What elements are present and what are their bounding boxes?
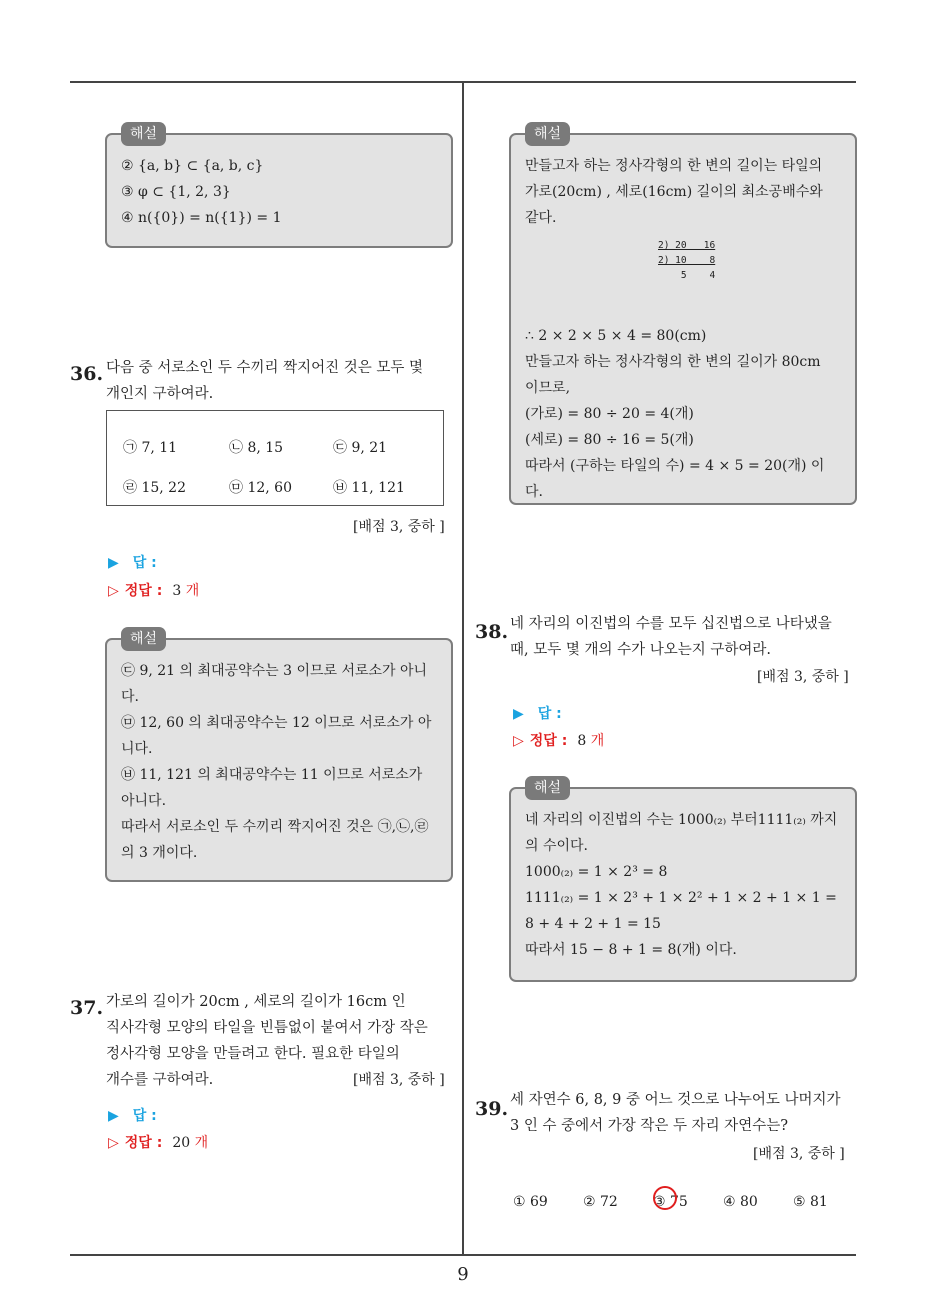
explanation-line: ② {a, b} ⊂ {a, b, c} [121, 158, 264, 174]
explanation-line: 가로(20cm) , 세로(16cm) 길이의 최소공배수와 [525, 184, 823, 200]
answer-row-37 [108, 1105, 157, 1125]
page-number: 9 [457, 1264, 469, 1285]
explanation-line: 의 수이다. [525, 838, 588, 854]
question-text-36 [106, 355, 451, 407]
explanation-box-38 [509, 780, 857, 982]
question-text-39 [510, 1087, 860, 1139]
correct-label: 정답 : [124, 1135, 163, 1151]
question-line: 네 자리의 이진법의 수를 모두 십진법으로 나타냈을 [510, 616, 832, 632]
play-icon: ▶ [108, 1108, 119, 1124]
ladder-row: 5 4 [658, 270, 716, 281]
division-ladder [658, 238, 715, 283]
choice-item: ㉠ 7, 11 [123, 440, 178, 456]
explanation-line: 다. [525, 484, 543, 500]
answer-unit: 개 [185, 583, 200, 599]
choice-box-36 [106, 410, 444, 506]
explanation-line: 1111₍₂₎ = 1 × 2³ + 1 × 2² + 1 × 2 + 1 × 1 = [525, 890, 837, 906]
bottom-rule [70, 1254, 856, 1256]
answer-row-38 [513, 703, 562, 723]
question-line: 때, 모두 몇 개의 수가 나오는지 구하여라. [510, 642, 771, 658]
ladder-row: 2) 20 16 [658, 240, 716, 251]
explanation-line: 따라서 15 − 8 + 1 = 8(개) 이다. [525, 942, 737, 958]
question-line: 개인지 구하여라. [106, 386, 214, 402]
play-icon: ▶ [108, 555, 119, 571]
explanation-label: 해설 [525, 122, 570, 146]
answer-value: 20 [172, 1135, 191, 1151]
explanation-label: 해설 [121, 627, 166, 651]
explanation-label: 해설 [525, 776, 570, 800]
explanation-line: ∴ 2 × 2 × 5 × 4 = 80(cm) [525, 328, 707, 344]
option-item[interactable]: ④ 80 [723, 1194, 758, 1210]
explanation-line: 이므로, [525, 380, 571, 396]
question-line: 세 자연수 6, 8, 9 중 어느 것으로 나누어도 나머지가 [510, 1092, 841, 1108]
option-item[interactable]: ⑤ 81 [793, 1194, 828, 1210]
correct-row-36 [108, 580, 199, 600]
correct-label: 정답 : [529, 733, 568, 749]
answer-label: 답 : [132, 1108, 157, 1124]
explanation-line: ㉢ 9, 21 의 최대공약수는 3 이므로 서로소가 아니 [121, 663, 428, 679]
explanation-line: ㉤ 12, 60 의 최대공약수는 12 이므로 서로소가 아 [121, 715, 432, 731]
explanation-line: 니다. [121, 741, 153, 757]
question-line: 직사각형 모양의 타일을 빈틈없이 붙여서 가장 작은 [106, 1020, 428, 1036]
explanation-line: (가로) = 80 ÷ 20 = 4(개) [525, 406, 694, 422]
ladder-row: 2) 10 8 [658, 255, 716, 266]
option-item[interactable]: ③ 75 [653, 1194, 688, 1210]
explanation-line: 다. [121, 689, 139, 705]
explanation-line: 8 + 4 + 2 + 1 = 15 [525, 916, 661, 932]
choice-item: ㉥ 11, 121 [333, 480, 405, 496]
explanation-line: 아니다. [121, 793, 167, 809]
question-line: 가로의 길이가 20cm , 세로의 길이가 16cm 인 [106, 994, 406, 1010]
correct-row-38 [513, 730, 604, 750]
question-number-36: 36. [70, 363, 104, 385]
choice-item: ㉢ 9, 21 [333, 440, 388, 456]
question-line: 정사각형 모양을 만들려고 한다. 필요한 타일의 [106, 1046, 400, 1062]
choice-item: ㉤ 12, 60 [229, 480, 292, 496]
explanation-line: 따라서 서로소인 두 수끼리 짝지어진 것은 ㉠,㉡,㉣ [121, 819, 429, 835]
explanation-line: 같다. [525, 210, 557, 226]
question-text-38 [510, 611, 860, 663]
option-item[interactable]: ① 69 [513, 1194, 548, 1210]
choice-item: ㉣ 15, 22 [123, 480, 186, 496]
explanation-box-prev [105, 126, 453, 248]
correct-label: 정답 : [124, 583, 163, 599]
explanation-box-37 [509, 126, 857, 505]
question-line: 개수를 구하여라. [106, 1072, 214, 1088]
score-meta-36: [배점 3, 중하 ] [353, 519, 445, 535]
question-line: 3 인 수 중에서 가장 작은 두 자리 자연수는? [510, 1118, 788, 1134]
column-divider [462, 82, 464, 1254]
explanation-line: ㉥ 11, 121 의 최대공약수는 11 이므로 서로소가 [121, 767, 423, 783]
score-meta-38: [배점 3, 중하 ] [757, 669, 849, 685]
outline-triangle-icon: ▷ [108, 1135, 119, 1151]
answer-value: 8 [577, 733, 587, 749]
option-item[interactable]: ② 72 [583, 1194, 618, 1210]
answer-value: 3 [172, 583, 182, 599]
explanation-line: 네 자리의 이진법의 수는 1000₍₂₎ 부터1111₍₂₎ 까지 [525, 812, 838, 828]
score-meta-37: [배점 3, 중하 ] [353, 1072, 445, 1088]
answer-unit: 개 [590, 733, 605, 749]
correct-row-37 [108, 1132, 208, 1152]
explanation-box-36 [105, 631, 453, 882]
explanation-line: 1000₍₂₎ = 1 × 2³ = 8 [525, 864, 668, 880]
choice-item: ㉡ 8, 15 [229, 440, 284, 456]
question-number-37: 37. [70, 997, 104, 1019]
question-line: 다음 중 서로소인 두 수끼리 짝지어진 것은 모두 몇 [106, 360, 424, 376]
explanation-line: 만들고자 하는 정사각형의 한 변의 길이는 타일의 [525, 158, 823, 174]
answer-row-36 [108, 552, 157, 572]
answer-label: 답 : [132, 555, 157, 571]
explanation-line: ④ n({0}) = n({1}) = 1 [121, 210, 282, 226]
question-number-39: 39. [475, 1098, 509, 1120]
explanation-label: 해설 [121, 122, 166, 146]
explanation-line: 의 3 개이다. [121, 845, 198, 861]
outline-triangle-icon: ▷ [108, 583, 119, 599]
explanation-line: 따라서 (구하는 타일의 수) = 4 × 5 = 20(개) 이 [525, 458, 825, 474]
explanation-line: (세로) = 80 ÷ 16 = 5(개) [525, 432, 694, 448]
answer-label: 답 : [537, 706, 562, 722]
outline-triangle-icon: ▷ [513, 733, 524, 749]
explanation-line: 만들고자 하는 정사각형의 한 변의 길이가 80cm [525, 354, 821, 370]
play-icon: ▶ [513, 706, 524, 722]
explanation-line: ③ φ ⊂ {1, 2, 3} [121, 184, 231, 200]
question-number-38: 38. [475, 621, 509, 643]
answer-unit: 개 [194, 1135, 209, 1151]
answer-circle-mark [653, 1186, 677, 1210]
score-meta-39: [배점 3, 중하 ] [753, 1146, 845, 1162]
